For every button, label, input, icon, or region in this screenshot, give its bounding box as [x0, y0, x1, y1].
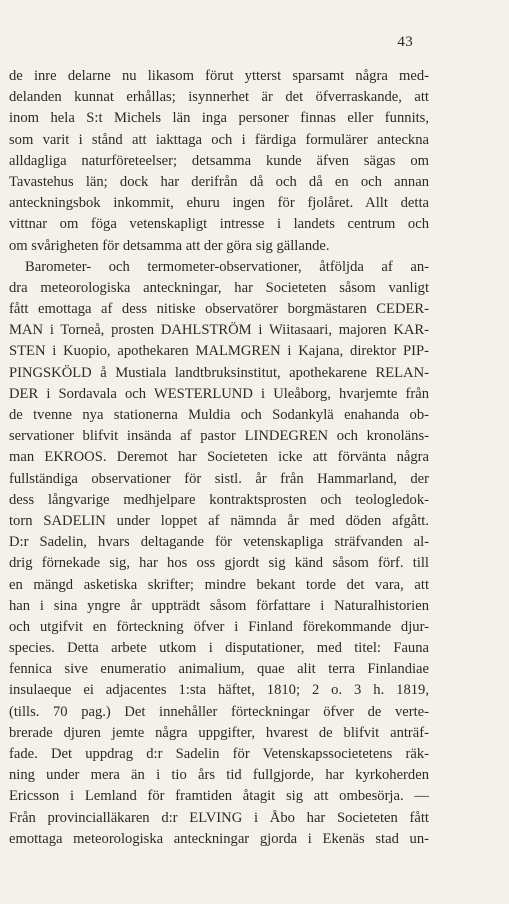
text-line: ning under mera än i tio års tid fullgjorde, har kyrkoherden: [9, 767, 429, 784]
text-line: emottaga meteorologiska anteckningar gjorda i Ekenäs stad un-: [9, 830, 429, 847]
text-line: dess långvarige medhjelpare kontraktsprosten och teologledok-: [9, 491, 429, 508]
text-line: Tavastehus län; dock har derifrån då och då en och annan: [9, 173, 429, 190]
text-line: brerade djuren jemte några uppgifter, hvarest de blifvit anträf-: [9, 724, 429, 741]
text-line: dra meteorologiska anteckningar, har Societeten såsom vanligt: [9, 279, 429, 296]
text-line: MAN i Torneå, prosten DAHLSTRÖM i Wiitasaari, majoren KAR-: [9, 322, 429, 339]
text-line: Barometer- och termometer-observationer, åtföljda af an-: [25, 258, 429, 275]
text-line: vittnar om föga vetenskapligt intresse i landets centrum och: [9, 216, 429, 233]
text-line: servationer blifvit insända af pastor LINDEGREN och kronoläns-: [9, 428, 429, 445]
body-text: [9, 66, 429, 850]
text-line: han i sina yngre år uppträdt såsom författare i Naturalhistorien: [9, 597, 429, 614]
text-line: drig förnekade sig, har hos oss gjordt sig känd såsom förf. till: [9, 555, 429, 572]
text-line: de tvenne nya stationerna Muldia och Sodankylä enahanda ob-: [9, 407, 429, 423]
text-line: PINGSKÖLD å Mustiala landtbruksinstitut, apothekarene RELAN-: [9, 364, 429, 381]
text-line: de inre delarne nu likasom förut ytterst sparsamt några med-: [9, 68, 429, 84]
text-line: delanden kunnat erhållas; isynnerhet är det öfverraskande, att: [9, 89, 429, 106]
page-number: 43: [397, 34, 413, 50]
text-line: man EKROOS. Deremot har Societeten icke att förvänta några: [9, 449, 429, 466]
text-line: om svårigheten för detsamma att der göra sig gällande.: [9, 237, 330, 254]
text-line: en mängd asketiska skrifter; mindre bekant torde det vara, att: [9, 576, 429, 593]
text-line: Från provincialläkaren d:r ELVING i Åbo har Societeten fått: [9, 809, 429, 826]
text-line: DER i Sordavala och WESTERLUND i Uleåborg, hvarjemte från: [9, 385, 429, 402]
text-line: D:r Sadelin, hvars deltagande för vetenskapliga sträfvanden al-: [9, 534, 429, 551]
text-line: fått emottaga af dess nitiske observatörer borgmästaren CEDER-: [9, 301, 429, 318]
text-line: (tills. 70 pag.) Det innehåller förteckningar öfver de verte-: [9, 703, 429, 720]
text-line: STEN i Kuopio, apothekaren MALMGREN i Kajana, direktor PIP-: [9, 343, 429, 360]
text-line: och utgifvit en förteckning öfver i Finland förekommande djur-: [9, 618, 429, 635]
text-line: Ericsson i Lemland för framtiden åtagit sig att ombesörja. —: [9, 788, 429, 805]
text-line: fade. Det uppdrag d:r Sadelin för Vetenskapssocietetens räk-: [9, 746, 429, 762]
text-line: fullständiga observationer för sistl. år från Hammarland, der: [9, 470, 429, 487]
text-line: alldagliga naturföreteelser; detsamma kunde äfven sägas om: [9, 152, 429, 169]
text-line: torn SADELIN under loppet af nämnda år med döden afgått.: [9, 512, 429, 529]
text-line: insulaeque ei adjacentes 1:sta häftet, 1810; 2 o. 3 h. 1819,: [9, 682, 429, 699]
text-line: species. Detta arbete utkom i disputationer, med titel: Fauna: [9, 640, 429, 657]
text-line: anteckningsbok inkommit, ehuru ingen för fjolåret. Allt detta: [9, 195, 429, 212]
text-line: inom hela S:t Michels län inga personer finnas eller funnits,: [9, 110, 429, 127]
text-line: som varit i stånd att iakttaga och i färdiga formulärer anteckna: [9, 131, 429, 148]
text-line: fennica sive enumeratio animalium, quae alit terra Finlandiae: [9, 661, 429, 678]
